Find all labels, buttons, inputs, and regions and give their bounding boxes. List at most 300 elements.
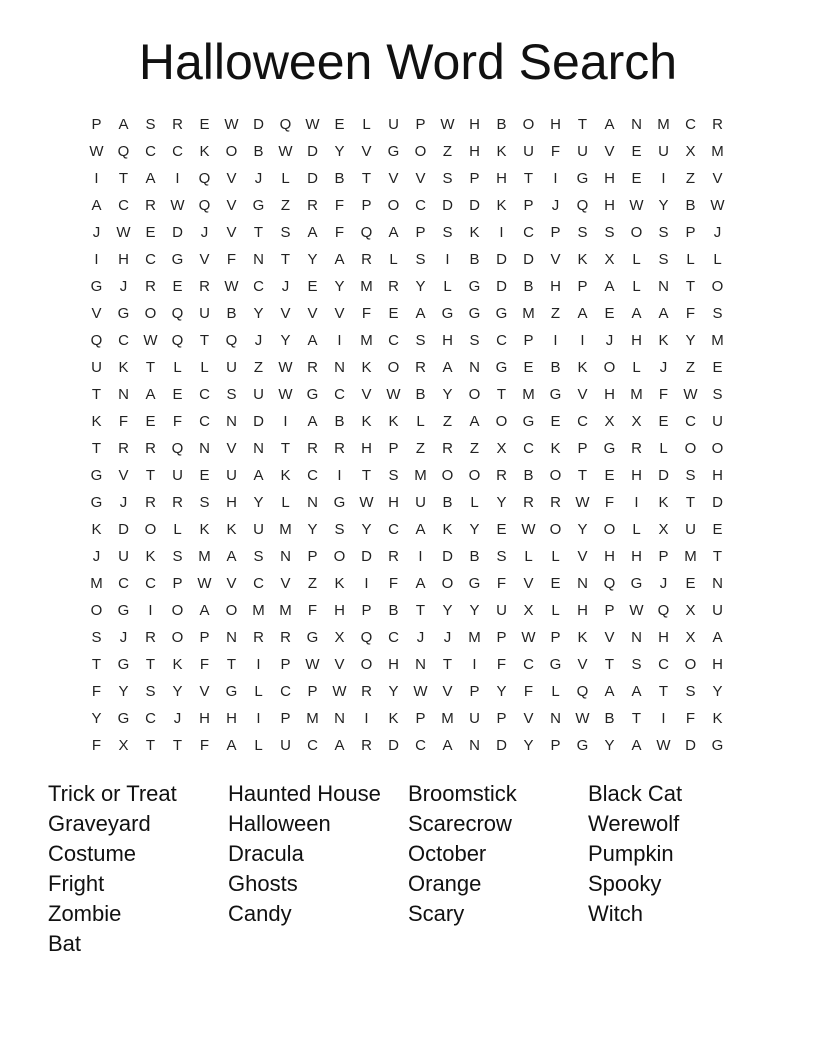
grid-letter: L <box>632 278 641 295</box>
grid-letter: I <box>553 170 558 187</box>
grid-letter: H <box>550 116 561 133</box>
grid-letter: K <box>361 359 372 376</box>
grid-letter: V <box>226 575 237 592</box>
grid-letter: S <box>388 467 399 484</box>
grid-letter: G <box>90 278 103 295</box>
grid-row <box>83 435 731 462</box>
grid-letter: A <box>604 116 615 133</box>
grid-letter: M <box>414 467 427 484</box>
grid-letter: P <box>172 575 183 592</box>
grid-letter: Y <box>334 143 345 160</box>
grid-letter: I <box>337 332 342 349</box>
grid-letter: G <box>333 494 346 511</box>
grid-letter: E <box>307 278 318 295</box>
grid-letter: P <box>469 683 480 700</box>
grid-letter: B <box>550 359 561 376</box>
grid-letter: W <box>386 386 401 403</box>
grid-letter: H <box>388 656 399 673</box>
grid-letter: F <box>334 197 345 214</box>
grid-letter: V <box>307 305 318 322</box>
grid-letter: I <box>94 251 99 268</box>
grid-letter: F <box>334 224 345 241</box>
grid-letter: S <box>415 332 426 349</box>
grid-letter: A <box>442 737 453 754</box>
grid-letter: K <box>712 710 723 727</box>
grid-letter: N <box>307 494 318 511</box>
grid-letter: V <box>199 683 210 700</box>
grid-letter: W <box>224 116 239 133</box>
grid-letter: J <box>254 332 263 349</box>
grid-letter: I <box>364 710 369 727</box>
grid-letter: V <box>577 386 588 403</box>
grid-letter: G <box>117 710 130 727</box>
grid-letter: C <box>199 386 210 403</box>
grid-letter: D <box>496 278 507 295</box>
grid-letter: T <box>91 440 102 457</box>
grid-letter: L <box>551 602 560 619</box>
grid-letter: W <box>305 116 320 133</box>
grid-letter: C <box>415 737 426 754</box>
grid-row <box>83 246 731 273</box>
grid-letter: L <box>362 116 371 133</box>
grid-letter: E <box>604 305 615 322</box>
grid-letter: L <box>551 548 560 565</box>
grid-letter: F <box>172 413 183 430</box>
grid-letter: L <box>389 251 398 268</box>
grid-letter: E <box>712 359 723 376</box>
grid-letter: M <box>360 332 373 349</box>
grid-letter: P <box>604 602 615 619</box>
grid-letter: U <box>685 521 696 538</box>
grid-letter: C <box>685 413 696 430</box>
grid-letter: O <box>387 359 400 376</box>
grid-letter: W <box>656 737 671 754</box>
grid-letter: W <box>89 143 104 160</box>
grid-letter: Y <box>496 683 507 700</box>
grid-letter: W <box>116 224 131 241</box>
grid-letter: Y <box>442 386 453 403</box>
grid-letter: D <box>442 548 453 565</box>
grid-letter: E <box>685 575 696 592</box>
grid-letter: R <box>550 494 561 511</box>
grid-letter: E <box>172 278 183 295</box>
grid-letter: A <box>307 332 318 349</box>
grid-letter: Q <box>198 170 211 187</box>
grid-letter: D <box>712 494 723 511</box>
grid-letter: V <box>280 305 291 322</box>
grid-letter: H <box>388 494 399 511</box>
grid-letter: Q <box>225 332 238 349</box>
grid-letter: W <box>170 197 185 214</box>
grid-letter: C <box>523 656 534 673</box>
grid-letter: A <box>442 359 453 376</box>
grid-letter: M <box>252 602 265 619</box>
grid-letter: M <box>630 386 643 403</box>
grid-letter: L <box>632 521 641 538</box>
grid-letter: Q <box>198 197 211 214</box>
word-list-item: Pumpkin <box>588 841 674 866</box>
grid-letter: A <box>631 305 642 322</box>
grid-letter: Y <box>307 521 318 538</box>
grid-letter: C <box>118 575 129 592</box>
grid-letter: Y <box>469 521 480 538</box>
grid-letter: G <box>387 143 400 160</box>
grid-letter: C <box>307 737 318 754</box>
grid-letter: G <box>711 737 724 754</box>
grid-letter: N <box>253 251 264 268</box>
grid-letter: H <box>469 116 480 133</box>
grid-letter: H <box>226 710 237 727</box>
grid-letter: K <box>91 521 102 538</box>
grid-letter: K <box>496 143 507 160</box>
grid-letter: T <box>685 494 696 511</box>
grid-letter: N <box>658 278 669 295</box>
grid-letter: H <box>604 386 615 403</box>
grid-letter: N <box>631 629 642 646</box>
grid-letter: J <box>92 548 101 565</box>
grid-letter: Y <box>334 278 345 295</box>
grid-letter: X <box>631 413 642 430</box>
grid-letter: Y <box>442 602 453 619</box>
grid-letter: A <box>388 224 399 241</box>
grid-letter: H <box>199 710 210 727</box>
grid-row <box>83 462 731 489</box>
grid-letter: T <box>145 359 156 376</box>
grid-letter: U <box>226 359 237 376</box>
grid-letter: N <box>226 629 237 646</box>
grid-letter: L <box>632 251 641 268</box>
grid-letter: T <box>631 710 642 727</box>
grid-row <box>83 192 731 219</box>
grid-letter: G <box>90 494 103 511</box>
grid-letter: V <box>523 710 534 727</box>
grid-letter: L <box>659 440 668 457</box>
grid-letter: P <box>523 332 534 349</box>
grid-letter: M <box>711 143 724 160</box>
grid-letter: M <box>306 710 319 727</box>
grid-letter: X <box>604 251 615 268</box>
grid-letter: K <box>577 629 588 646</box>
grid-row <box>83 705 731 732</box>
grid-letter: B <box>523 467 534 484</box>
grid-letter: O <box>171 629 184 646</box>
grid-letter: I <box>337 467 342 484</box>
grid-letter: E <box>145 224 156 241</box>
grid-letter: S <box>334 521 345 538</box>
grid-letter: Y <box>496 494 507 511</box>
grid-letter: V <box>226 224 237 241</box>
grid-letter: S <box>145 116 156 133</box>
grid-letter: O <box>171 602 184 619</box>
grid-letter: T <box>577 116 588 133</box>
grid-letter: A <box>145 170 156 187</box>
grid-letter: W <box>521 521 536 538</box>
grid-letter: X <box>523 602 534 619</box>
grid-letter: U <box>469 710 480 727</box>
grid-letter: C <box>685 116 696 133</box>
grid-letter: G <box>576 737 589 754</box>
grid-letter: H <box>550 278 561 295</box>
grid-letter: M <box>522 386 535 403</box>
grid-row <box>83 111 731 138</box>
grid-letter: H <box>631 332 642 349</box>
word-list-item: Witch <box>588 901 643 926</box>
grid-letter: Y <box>604 737 615 754</box>
grid-letter: S <box>712 386 723 403</box>
grid-letter: T <box>604 656 615 673</box>
grid-letter: D <box>685 737 696 754</box>
grid-letter: D <box>253 116 264 133</box>
grid-letter: R <box>145 629 156 646</box>
grid-letter: T <box>199 332 210 349</box>
grid-letter: C <box>388 521 399 538</box>
grid-letter: D <box>496 251 507 268</box>
grid-letter: W <box>278 386 293 403</box>
grid-letter: S <box>226 386 237 403</box>
grid-letter: V <box>442 683 453 700</box>
grid-letter: N <box>631 116 642 133</box>
grid-letter: U <box>712 413 723 430</box>
grid-letter: S <box>172 548 183 565</box>
grid-letter: M <box>657 116 670 133</box>
grid-letter: W <box>629 602 644 619</box>
grid-letter: U <box>577 143 588 160</box>
grid-letter: G <box>306 629 319 646</box>
grid-letter: B <box>415 386 426 403</box>
grid-letter: B <box>496 116 507 133</box>
grid-letter: A <box>469 413 480 430</box>
grid-letter: N <box>469 359 480 376</box>
grid-letter: Q <box>576 683 589 700</box>
grid-letter: C <box>145 251 156 268</box>
grid-letter: P <box>469 170 480 187</box>
grid-letter: L <box>416 413 425 430</box>
grid-letter: J <box>92 224 101 241</box>
grid-letter: D <box>658 467 669 484</box>
grid-letter: O <box>468 386 481 403</box>
grid-letter: F <box>523 683 534 700</box>
grid-row <box>83 570 731 597</box>
grid-letter: A <box>631 683 642 700</box>
grid-letter: L <box>281 494 290 511</box>
word-list-item: Fright <box>48 871 105 896</box>
grid-row <box>83 678 731 705</box>
grid-letter: N <box>334 359 345 376</box>
grid-letter: H <box>577 602 588 619</box>
grid-letter: T <box>145 467 156 484</box>
grid-letter: V <box>604 143 615 160</box>
grid-letter: F <box>685 710 696 727</box>
grid-letter: F <box>388 575 399 592</box>
grid-letter: Y <box>658 197 669 214</box>
grid-letter: I <box>418 548 423 565</box>
grid-letter: L <box>281 170 290 187</box>
grid-letter: A <box>712 629 723 646</box>
grid-letter: J <box>119 629 128 646</box>
word-list-item: Dracula <box>228 841 304 866</box>
grid-letter: O <box>522 116 535 133</box>
grid-letter: A <box>226 737 237 754</box>
grid-letter: R <box>442 440 453 457</box>
grid-letter: C <box>145 710 156 727</box>
grid-letter: B <box>469 548 480 565</box>
grid-letter: J <box>713 224 722 241</box>
grid-letter: W <box>413 683 428 700</box>
grid-letter: G <box>117 602 130 619</box>
grid-letter: K <box>577 359 588 376</box>
grid-letter: O <box>225 602 238 619</box>
grid-letter: P <box>307 548 318 565</box>
grid-letter: T <box>280 440 291 457</box>
grid-letter: Y <box>118 683 129 700</box>
grid-letter: T <box>145 737 156 754</box>
word-list-item: Orange <box>408 871 482 896</box>
grid-letter: L <box>470 494 479 511</box>
grid-letter: S <box>253 548 264 565</box>
grid-letter: Q <box>90 332 103 349</box>
grid-letter: Q <box>657 602 670 619</box>
grid-letter: W <box>521 629 536 646</box>
grid-letter: L <box>254 737 263 754</box>
grid-letter: B <box>523 278 534 295</box>
grid-letter: G <box>468 575 481 592</box>
grid-letter: K <box>199 521 210 538</box>
grid-letter: S <box>199 494 210 511</box>
grid-letter: K <box>388 710 399 727</box>
grid-letter: M <box>522 305 535 322</box>
grid-letter: O <box>387 197 400 214</box>
grid-letter: O <box>360 656 373 673</box>
page-title: Halloween Word Search <box>138 34 678 90</box>
grid-letter: T <box>118 170 129 187</box>
word-list <box>48 779 768 959</box>
grid-letter: V <box>199 251 210 268</box>
grid-letter: L <box>632 359 641 376</box>
grid-letter: W <box>359 494 374 511</box>
grid-letter: G <box>522 413 535 430</box>
grid-letter: G <box>549 656 562 673</box>
grid-letter: C <box>172 143 183 160</box>
grid-letter: Q <box>360 224 373 241</box>
grid-letter: Y <box>388 683 399 700</box>
grid-letter: L <box>524 548 533 565</box>
grid-letter: B <box>253 143 264 160</box>
grid-letter: F <box>91 683 102 700</box>
word-list-item: Ghosts <box>228 871 298 896</box>
grid-letter: H <box>604 197 615 214</box>
grid-letter: C <box>523 224 534 241</box>
grid-letter: E <box>550 575 561 592</box>
grid-letter: R <box>631 440 642 457</box>
grid-letter: R <box>199 278 210 295</box>
grid-letter: S <box>496 548 507 565</box>
grid-letter: W <box>278 359 293 376</box>
grid-letter: Z <box>685 170 696 187</box>
grid-letter: T <box>280 251 291 268</box>
grid-letter: T <box>496 386 507 403</box>
grid-letter: K <box>226 521 237 538</box>
grid-letter: K <box>361 413 372 430</box>
grid-letter: F <box>199 737 210 754</box>
grid-letter: B <box>442 494 453 511</box>
grid-letter: T <box>172 737 183 754</box>
grid-letter: O <box>549 467 562 484</box>
grid-letter: S <box>658 224 669 241</box>
grid-letter: Y <box>361 521 372 538</box>
grid-letter: U <box>280 737 291 754</box>
grid-letter: A <box>253 467 264 484</box>
grid-letter: F <box>685 305 696 322</box>
grid-letter: W <box>332 683 347 700</box>
grid-letter: X <box>118 737 129 754</box>
grid-letter: A <box>334 251 345 268</box>
grid-letter: N <box>415 656 426 673</box>
grid-letter: E <box>523 359 534 376</box>
grid-letter: C <box>118 332 129 349</box>
grid-letter: Y <box>415 278 426 295</box>
grid-letter: Y <box>280 332 291 349</box>
grid-letter: I <box>472 656 477 673</box>
grid-letter: H <box>604 170 615 187</box>
grid-letter: P <box>361 602 372 619</box>
grid-letter: K <box>442 521 453 538</box>
grid-letter: L <box>173 359 182 376</box>
grid-letter: Z <box>442 413 453 430</box>
grid-row <box>83 543 731 570</box>
grid-letter: Y <box>253 305 264 322</box>
grid-letter: I <box>94 170 99 187</box>
grid-letter: L <box>443 278 452 295</box>
grid-letter: N <box>118 386 129 403</box>
grid-letter: P <box>550 737 561 754</box>
grid-letter: F <box>604 494 615 511</box>
grid-letter: I <box>256 656 261 673</box>
grid-row <box>83 651 731 678</box>
grid-letter: T <box>361 467 372 484</box>
grid-letter: C <box>253 575 264 592</box>
grid-letter: R <box>307 197 318 214</box>
grid-letter: O <box>603 359 616 376</box>
grid-letter: B <box>388 602 399 619</box>
grid-letter: V <box>577 548 588 565</box>
grid-letter: D <box>361 548 372 565</box>
grid-letter: R <box>253 629 264 646</box>
word-list-item: Zombie <box>48 901 122 926</box>
grid-letter: Y <box>253 494 264 511</box>
grid-letter: V <box>118 467 129 484</box>
grid-letter: F <box>550 143 561 160</box>
grid-letter: D <box>253 413 264 430</box>
grid-letter: T <box>91 386 102 403</box>
grid-letter: X <box>685 602 696 619</box>
grid-letter: P <box>280 656 291 673</box>
grid-letter: V <box>334 656 345 673</box>
grid-letter: I <box>148 602 153 619</box>
grid-letter: A <box>604 683 615 700</box>
grid-letter: E <box>496 521 507 538</box>
grid-letter: N <box>280 548 291 565</box>
grid-letter: T <box>685 278 696 295</box>
grid-letter: J <box>200 224 209 241</box>
grid-letter: G <box>603 440 616 457</box>
grid-letter: Z <box>253 359 264 376</box>
grid-letter: U <box>199 305 210 322</box>
grid-letter: L <box>713 251 722 268</box>
grid-letter: P <box>496 629 507 646</box>
grid-letter: N <box>199 440 210 457</box>
grid-letter: R <box>280 629 291 646</box>
grid-letter: J <box>443 629 452 646</box>
